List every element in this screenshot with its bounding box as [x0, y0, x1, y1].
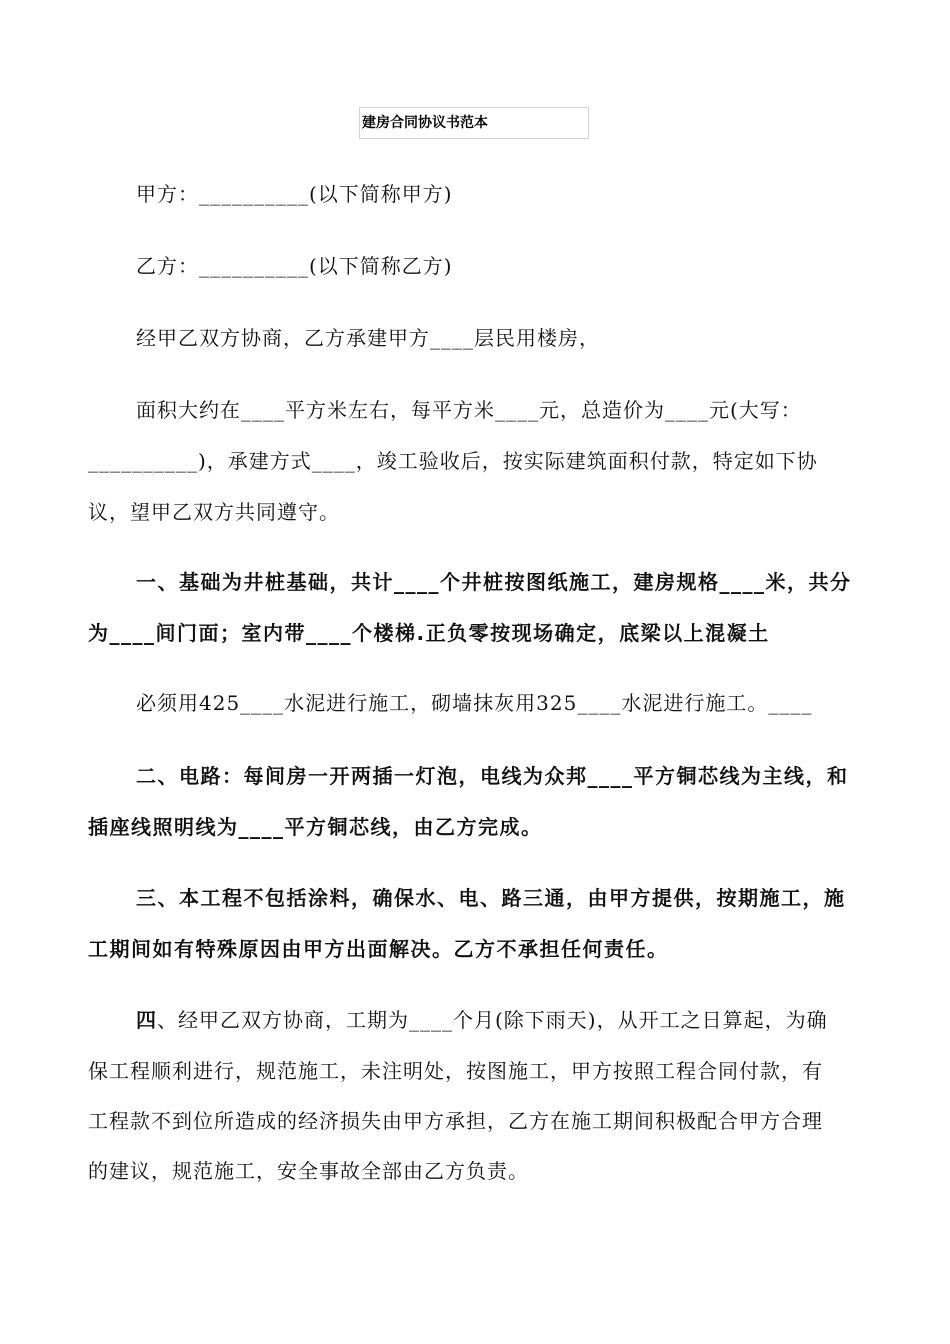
clause-4-line-4: 的建议，规范施工，安全事故全部由乙方负责。	[88, 1159, 529, 1183]
clause-4-number: 四	[136, 1008, 157, 1032]
clause-3-line-1: 三、本工程不包括涂料，确保水、电、路三通，由甲方提供，按期施工，施	[136, 886, 846, 910]
clause-4-line-2: 保工程顺利进行，规范施工，未注明处，按图施工，甲方按照工程合同付款，有	[88, 1059, 823, 1083]
party-b-line: 乙方：__________(以下简称乙方)	[136, 254, 453, 278]
party-a-line: 甲方：__________(以下简称甲方)	[136, 182, 453, 206]
clause-4-line-1	[136, 1007, 926, 1033]
clause-2-line-2: 插座线照明线为____平方铜芯线，由乙方完成。	[88, 815, 543, 839]
clause-4-line-1-text: 、经甲乙双方协商，工期为____个月(除下雨天)，从开工之日算起，为确	[157, 1008, 828, 1032]
clause-1-line-1: 一、基础为井桩基础，共计____个井桩按图纸施工，建房规格____米，共分	[136, 570, 852, 594]
clause-2-line-1: 二、电路：每间房一开两插一灯泡，电线为众邦____平方铜芯线为主线，和	[136, 764, 849, 788]
clause-3-line-2: 工期间如有特殊原因由甲方出面解决。乙方不承担任何责任。	[88, 937, 669, 961]
intro-line-3: __________)，承建方式____，竣工验收后，按实际建筑面积付款，特定如下协	[88, 449, 818, 473]
intro-line-2: 面积大约在____平方米左右，每平方米____元，总造价为____元(大写：	[136, 398, 802, 422]
document-title: 建房合同协议书范本	[359, 107, 589, 139]
clause-1-line-3: 必须用425____水泥进行施工，砌墙抹灰用325____水泥进行施工。____	[136, 691, 813, 715]
intro-line-1: 经甲乙双方协商，乙方承建甲方____层民用楼房，	[136, 326, 600, 350]
clause-1-line-2: 为____间门面；室内带____个楼梯.正负零按现场确定，底梁以上混凝土	[88, 621, 770, 645]
intro-line-4: 议，望甲乙双方共同遵守。	[88, 500, 340, 524]
clause-4-line-3: 工程款不到位所造成的经济损失由甲方承担，乙方在施工期间积极配合甲方合理	[88, 1109, 823, 1133]
